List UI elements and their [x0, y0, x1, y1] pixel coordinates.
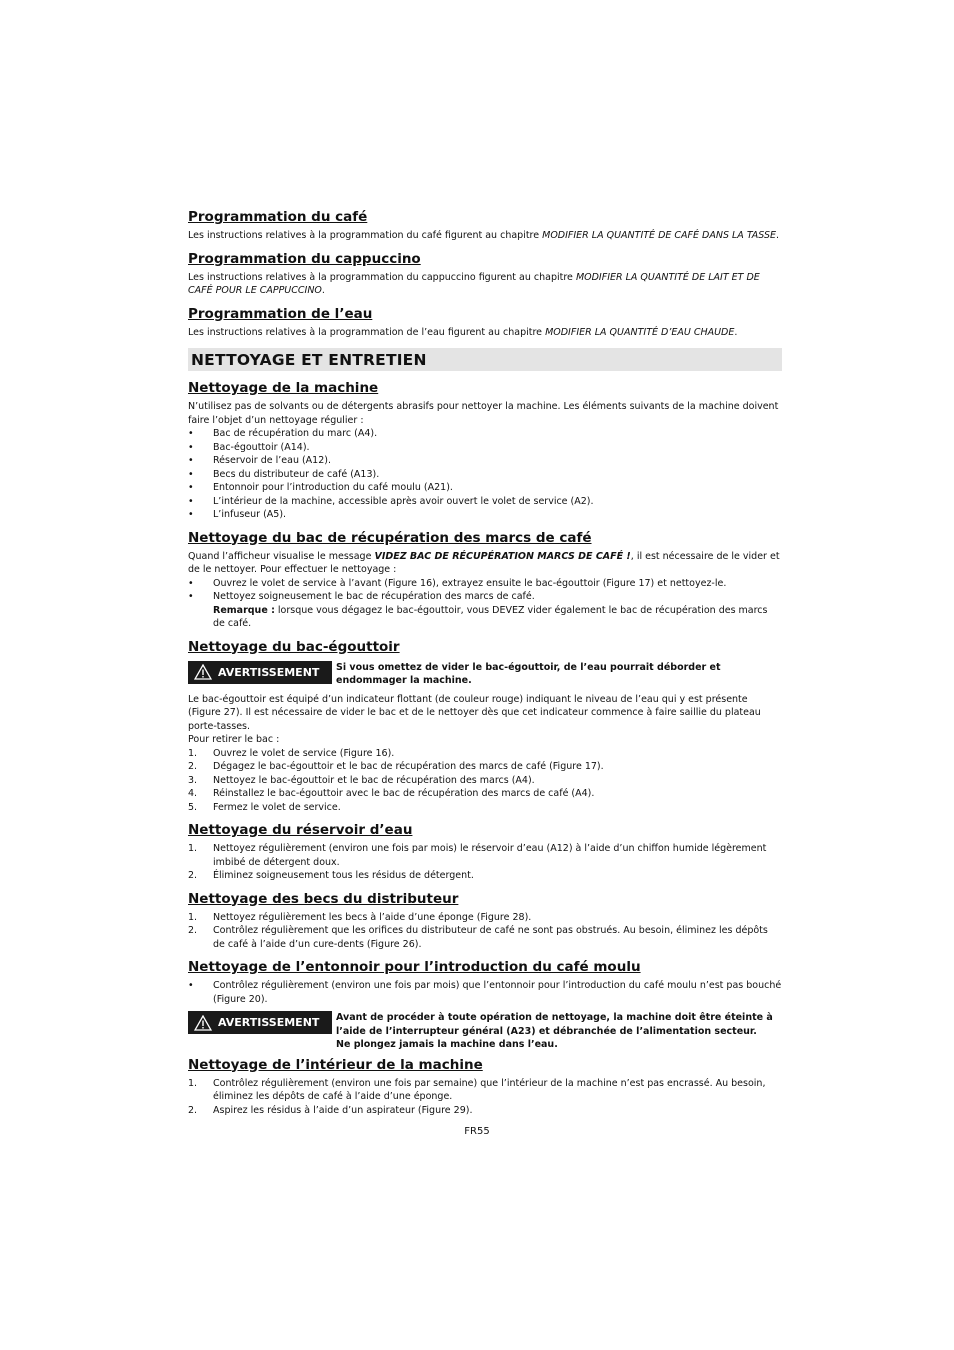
list-becs-steps — [188, 911, 782, 952]
page-content — [188, 209, 782, 1117]
heading-programmation-cafe: Programmation du café — [188, 209, 368, 225]
heading-programmation-eau: Programmation de l’eau — [188, 305, 373, 322]
heading-nettoyage-reservoir: Nettoyage du réservoir d’eau — [188, 822, 413, 838]
heading-programmation-cappuccino: Programmation du cappuccino — [188, 250, 421, 267]
heading-nettoyage-marcs: Nettoyage du bac de récupération des marcs de café — [188, 529, 592, 546]
section-title: NETTOYAGE ET ENTRETIEN — [191, 350, 427, 369]
section-title-bar — [188, 348, 782, 371]
text-programmation-cappuccino: Les instructions relatives à la programmation du cappuccino figurent au chapitre MODIFIER LA QUANTITÉ DE LAIT ET DE CAFÉ POUR LE CAPPUCCINO. — [188, 271, 760, 296]
list-item: 1. Nettoyez régulièrement les becs à l’aide d’une éponge (Figure 28). — [188, 911, 532, 923]
warning-block-egouttoir — [188, 661, 782, 688]
heading-nettoyage-becs: Nettoyage des becs du distributeur — [188, 890, 459, 907]
list-item: 4. Réinstallez le bac-égouttoir avec le bac de récupération des marcs de café (A4). — [188, 788, 595, 799]
list-item: • Contrôlez régulièrement (environ une fois par mois) que l’entonnoir pour l’introduction du café moulu n’est pas bouché (Figure 20). — [188, 980, 782, 1005]
text-programmation-eau: Les instructions relatives à la programmation de l’eau figurent au chapitre MODIFIER LA QUANTITÉ D’EAU CHAUDE. — [188, 326, 738, 338]
heading-nettoyage-entonnoir: Nettoyage de l’entonnoir pour l’introduction du café moulu — [188, 959, 641, 975]
list-item: • L’intérieur de la machine, accessible après avoir ouvert le volet de service (A2). — [188, 495, 594, 507]
text-nettoyage-marcs-intro: Quand l’afficheur visualise le message VIDEZ BAC DE RÉCUPÉRATION MARCS DE CAFÉ !, il est nécessaire de le vider et de le nettoyer. Pour effectuer le nettoyage : — [188, 550, 780, 575]
warning-label: AVERTISSEMENT — [218, 1016, 320, 1029]
text-egouttoir-para2: Pour retirer le bac : — [188, 734, 280, 745]
list-item: • L’infuseur (A5). — [188, 509, 287, 520]
list-item: 1. Contrôlez régulièrement (environ une fois par semaine) que l’intérieur de la machine n’est pas encrassé. Au besoin, éliminez les dépôts de café à l’aide d’une éponge. — [188, 1077, 766, 1102]
list-marcs-steps — [188, 577, 782, 631]
list-reservoir-steps — [188, 842, 782, 883]
list-egouttoir-steps — [188, 747, 782, 815]
heading-nettoyage-machine: Nettoyage de la machine — [188, 380, 379, 396]
list-entonnoir-items — [188, 979, 782, 1006]
list-item: 2. Éliminez soigneusement tous les résidus de détergent. — [188, 870, 474, 881]
warning-triangle-icon — [188, 664, 218, 680]
list-item: 2. Dégagez le bac-égouttoir et le bac de récupération des marcs de café (Figure 17). — [188, 761, 604, 772]
list-item: 3. Nettoyez le bac-égouttoir et le bac de récupération des marcs (A4). — [188, 774, 535, 786]
warning-text: Si vous omettez de vider le bac-égouttoir, de l’eau pourrait déborder et endommager la machine. — [336, 661, 721, 686]
list-interieur-steps — [188, 1077, 782, 1118]
list-item: 5. Fermez le volet de service. — [188, 801, 341, 813]
list-item: 1. Nettoyez régulièrement (environ une fois par mois) le réservoir d’eau (A12) à l’aide d’un chiffon humide légèrement imbibé de détergent doux. — [188, 843, 767, 868]
warning-badge — [188, 1011, 332, 1034]
text-egouttoir-para: Le bac-égouttoir est équipé d’un indicateur flottant (de couleur rouge) indiquant le niveau de l’eau qui y est présente (Figure 27). Il est nécessaire de vider le bac et de le nettoyer dès que cet indicateur commence à faire saillie du plateau porte-tasses. — [188, 693, 761, 732]
list-item: 2. Aspirez les résidus à l’aide d’un aspirateur (Figure 29). — [188, 1104, 473, 1116]
heading-nettoyage-interieur: Nettoyage de l’intérieur de la machine — [188, 1056, 483, 1073]
list-item: • Ouvrez le volet de service à l’avant (Figure 16), extrayez ensuite le bac-égouttoir (Figure 17) et nettoyez-le. — [188, 577, 727, 589]
text-programmation-cafe: Les instructions relatives à la programmation du café figurent au chapitre MODIFIER LA QUANTITÉ DE CAFÉ DANS LA TASSE. — [188, 230, 780, 241]
list-item: • Nettoyez soigneusement le bac de récupération des marcs de café. Remarque : lorsque vous dégagez le bac-égouttoir, vous DEVEZ vider également le bac de récupération des marcs de café. — [188, 591, 768, 629]
warning-label: AVERTISSEMENT — [218, 665, 320, 679]
list-item: 2. Contrôlez régulièrement que les orifices du distributeur de café ne sont pas obstrués. Au besoin, éliminez les dépôts de café à l’aide d’un cure-dents (Figure 26). — [188, 925, 768, 950]
list-machine-items — [188, 427, 782, 522]
warning-text: Avant de procéder à toute opération de nettoyage, la machine doit être éteinte à l’aide de l’interrupteur général (A23) et débranchée de l’alimentation secteur. Ne plongez jamais la machine dans l’eau. — [336, 1012, 773, 1050]
warning-triangle-icon — [188, 1015, 218, 1031]
heading-nettoyage-egouttoir: Nettoyage du bac-égouttoir — [188, 638, 400, 655]
page-number: FR55 — [464, 1126, 490, 1137]
warning-badge — [188, 661, 332, 684]
warning-block-entonnoir — [188, 1011, 782, 1052]
list-item: 1. Ouvrez le volet de service (Figure 16). — [188, 747, 395, 759]
list-item: • Becs du distributeur de café (A13). — [188, 468, 380, 480]
list-item: • Bac de récupération du marc (A4). — [188, 428, 378, 439]
list-item: • Bac-égouttoir (A14). — [188, 441, 310, 453]
text-nettoyage-machine-intro: N’utilisez pas de solvants ou de détergents abrasifs pour nettoyer la machine. Les éléments suivants de la machine doivent faire l’objet d’un nettoyage régulier : — [188, 401, 779, 426]
list-item: • Entonnoir pour l’introduction du café moulu (A21). — [188, 482, 453, 493]
list-item: • Réservoir de l’eau (A12). — [188, 455, 331, 466]
